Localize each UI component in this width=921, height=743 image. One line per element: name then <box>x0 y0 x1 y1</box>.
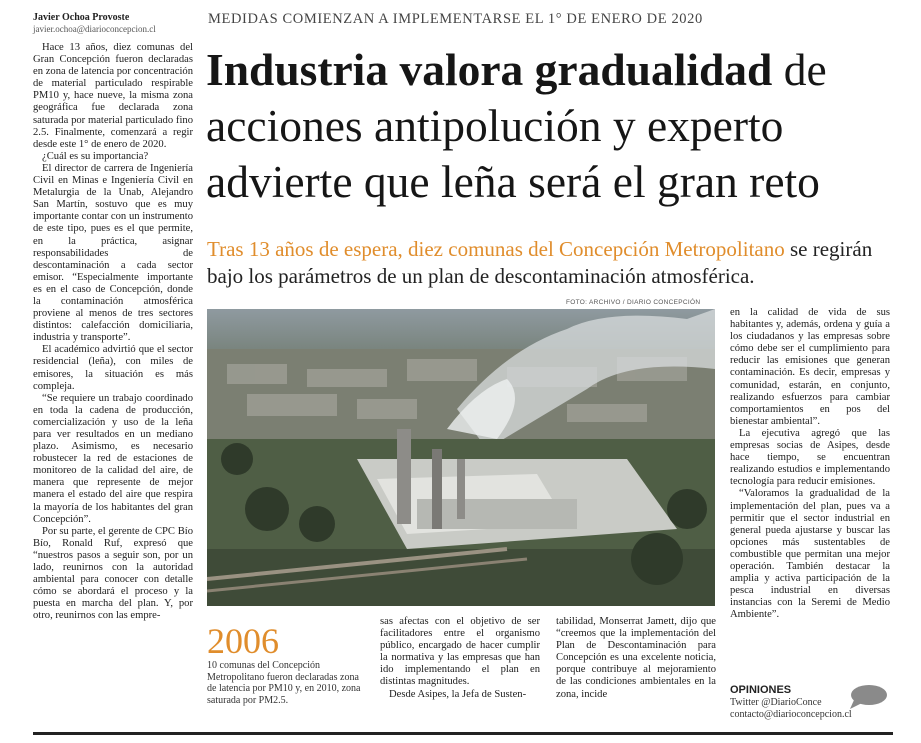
author-email: javier.ochoa@diarioconcepcion.cl <box>33 24 156 34</box>
opinions-contact: contacto@diarioconcepcion.cl <box>730 709 852 720</box>
paragraph: en la calidad de vida de sus habitantes y, además, ordena y guía a los ciudadanos y las empresas sobre cómo debe ser el cumplimiento para reducir las emisiones que generan contaminación. Es decir, empresas y comunidad, estarán, en conjunto, realizando esfuerzos para cambiar comportamientos en pos del bienestar ambiental”. <box>730 307 890 427</box>
column-3 <box>730 307 890 687</box>
column-a <box>380 616 540 724</box>
paragraph: tabilidad, Monserrat Jamett, dijo que “creemos que la implementación del Plan de Descontaminación para Concepción es una excelente noticia, porque contribuye al mejoramiento de las condiciones ambientales en la zona, incide <box>556 616 716 700</box>
photo-illustration <box>207 309 715 606</box>
headline-rest: de acciones antipolución y experto advierte que leña será el gran reto <box>206 44 827 207</box>
bottom-rule <box>33 732 893 735</box>
paragraph: El académico advirtió que el sector residencial (leña), con miles de emisores, la situación es más compleja. <box>33 344 193 392</box>
deck <box>207 236 897 290</box>
photo-credit: FOTO: ARCHIVO / DIARIO CONCEPCIÓN <box>566 299 701 306</box>
headline <box>206 42 906 210</box>
paragraph: Hace 13 años, diez comunas del Gran Concepción fueron declaradas en zona de latencia por concentración de material particulado respirable PM10 y, hace nueve, la misma zona geográfica fue declarada zona saturada por material particulado fino 2.5. Finalmente, comenzará a regir desde este 1° de enero de 2020. <box>33 42 193 150</box>
author-name: Javier Ochoa Provoste <box>33 12 130 23</box>
paragraph: El director de carrera de Ingeniería Civil en Minas e Ingeniería Civil en Metalurgia de la Unab, Alejandro San Martín, sostuvo que es muy importante contar con un instrumento de este tipo, pues es el que permite, en la práctica, asignar responsabilidades de descontaminación a cada sector emisor. “Especialmente importante es en el caso de Concepción, donde la contaminación atmosférica proviene al menos de tres sectores distintos: calefacción domiciliaria, industria y transporte”. <box>33 162 193 344</box>
paragraph: Por su parte, el gerente de CPC Bío Bío, Ronald Ruf, expresó que “nuestros pasos a seguir son, por un lado, reunirnos con la autoridad ambiental para conocer con detalle cómo se abordará el proceso y la puesta en marcha del plan. Y, por otro, reunirnos con las empre- <box>33 525 193 622</box>
column-1 <box>33 42 193 732</box>
headline-bold: Industria valora gradualidad <box>206 44 773 95</box>
deck-rest: se regirán bajo los parámetros de un plan de descontaminación atmosférica. <box>207 237 873 288</box>
paragraph: ¿Cuál es su importancia? <box>42 150 149 162</box>
paragraph: Desde Asipes, la Jefa de Susten- <box>389 688 527 700</box>
stat-caption: 10 comunas del Concepción Metropolitano fueron declaradas zona de latencia por PM10 y, en 2010, zona saturada por PM2.5. <box>207 660 361 706</box>
column-b <box>556 616 716 724</box>
speech-bubble-icon <box>848 684 888 710</box>
opinions-twitter: Twitter @DiarioConce <box>730 697 822 708</box>
paragraph: La ejecutiva agregó que las empresas socias de Asipes, desde hace tiempo, se encuentran realizando estudios e implementando tecnología para reducir emisiones. <box>730 427 890 488</box>
opinions-title: OPINIONES <box>730 684 792 696</box>
kicker: MEDIDAS COMIENZAN A IMPLEMENTARSE EL 1° DE ENERO DE 2020 <box>208 11 703 27</box>
paragraph: “Valoramos la gradualidad de la implementación del plan, pues va a permitir que el sector industrial en general pueda ajustarse y buscar las opciones más sustentables de combustible que permitan una mejor operación. También destacar la amplia y activa participación de la pesca industrial en diversas instancias con la Seremi de Medio Ambiente”. <box>730 488 890 621</box>
deck-highlight: Tras 13 años de espera, diez comunas del Concepción Metropolitano <box>207 237 785 261</box>
industrial-aerial-photo <box>207 309 715 606</box>
stat-year: 2006 <box>207 621 279 661</box>
paragraph: sas afectas con el objetivo de ser facilitadores entre el organismo público, encargado de hacer cumplir la normativa y las empresas que han ido implementando el plan en distintas magnitudes. <box>380 616 540 688</box>
paragraph: “Se requiere un trabajo coordinado en toda la cadena de producción, comercialización y uso de la leña para ver resultados en un mediano plazo. Asimismo, es necesario robustecer la red de estaciones de monitoreo de la calidad del aire, de manera que represente de mejor manera el estado del aire que respira la mayoría de los habitantes del gran Concepción”. <box>33 392 193 525</box>
